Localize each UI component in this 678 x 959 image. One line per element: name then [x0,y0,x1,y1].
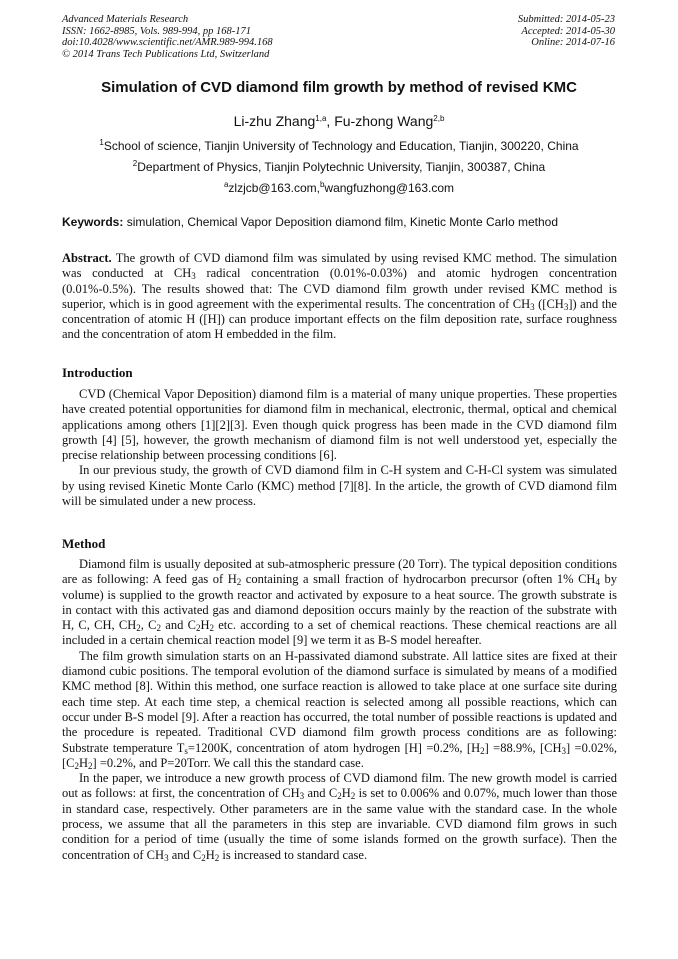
publication-dates [355,14,615,49]
subscript: 2 [214,852,220,863]
method-text: In the paper, we introduce a new growth process of CVD diamond film. The new growth model is carried out as follows: at first, the concentration of CH [62,771,617,801]
method-text: H [79,755,89,770]
method-text: is increased to standard case. [219,847,368,862]
keywords-label: Keywords: [62,215,124,229]
subscript: 3 [191,271,196,282]
affiliation-1-marker: 1 [99,138,104,147]
subscript: 2 [136,623,141,634]
introduction-paragraph-2: In our previous study, the growth of CVD diamond film in C-H system and C-H-Cl system was simulated by using revised Kinetic Monte Carlo (KMC) method [7][8]. In the article, the growth of CVD diamond film will be simulated under a new process. [62,463,617,509]
subscript: 3 [563,301,569,312]
author-2-marker: 2,b [433,114,445,123]
abstract-text: ([CH [534,296,564,311]
subscript: 2 [350,791,356,802]
abstract-paragraph [62,251,617,343]
introduction-section [62,387,617,509]
author-line [40,113,638,130]
subscript: 3 [530,301,535,312]
method-section [62,557,617,863]
paper-title: Simulation of CVD diamond film growth by method of revised KMC [101,79,577,96]
method-text: ] =88.9%, [CH [484,740,562,755]
subscript: 2 [480,745,485,756]
subscript: 2 [337,791,342,802]
online-date: Online: 2014-07-16 [531,37,615,49]
subscript: 2 [236,577,242,588]
subscript: 2 [209,623,214,634]
abstract-label: Abstract. [62,251,112,265]
journal-copyright: © 2014 Trans Tech Publications Ltd, Switzerland [62,48,270,60]
method-text: The film growth simulation starts on an H-passivated diamond substrate. All lattice sites are fixed at their diamond cubic positions. The temporal evolution of the diamond surface is simulated by means of a modified KMC method [8]. Within this method, one surface reaction is allowed to take place at one surface site during each time step. At each time step, a chemical reaction is selected among all possible reactions, which can occur under B-S model [9]. After a reaction has occurred, the total number of possible reactions is updated and the procedure is repeated. Traditional CVD diamond film growth process conditions are as following: Substrate temperature T [62,648,617,755]
journal-issn: ISSN: 1662-8985, Vols. 989-994, pp 168-171 [62,25,251,37]
email-a-marker: a [223,180,229,189]
affiliation-2 [40,160,638,175]
method-text: and C [304,786,338,801]
subscript: 3 [561,745,567,756]
author-1: Li-zhu Zhang [233,113,316,129]
method-text: by volume) is supplied to the growth reactor and activated by exposure to a heat source. The growth substrate is in contact with this activated gas and diamond deposition occurs mainly by the reaction of the substrate with H, C, CH, CH [62,572,617,633]
journal-doi: doi:10.4028/www.scientific.net/AMR.989-994.168 [62,37,273,49]
keywords-text: simulation, Chemical Vapor Deposition diamond film, Kinetic Monte Carlo method [123,215,559,229]
keywords [62,215,617,230]
author-separator: , [326,113,335,129]
subscript: 2 [195,623,201,634]
abstract-text: The growth of CVD diamond film was simulated by using revised KMC method. The simulation was conducted at CH [62,251,617,281]
journal-info [62,14,392,60]
method-heading: Method [62,536,106,551]
introduction-heading: Introduction [62,365,133,380]
method-text: etc. according to a set of chemical reactions. These chemical reactions are all included in a certain chemical reaction model [9] we term it as B-S model hereafter. [62,618,617,648]
submitted-date: Submitted: 2014-05-23 [517,14,615,25]
author-2: Fu-zhong Wang [334,113,434,129]
subscript: 3 [164,852,169,863]
subscript: 2 [88,760,93,771]
email-a: zlzjcb@163.com, [228,181,320,195]
method-paragraph-3 [62,771,617,863]
email-b-marker: b [319,180,325,189]
affiliation-1 [40,139,638,154]
method-paragraph-1 [62,557,617,649]
subscript: s [184,745,188,756]
author-emails [40,181,638,196]
affiliation-2-marker: 2 [132,159,138,168]
method-text: containing a small fraction of hydrocarbon precursor (often 1% CH [241,572,596,587]
subscript: 2 [74,760,79,771]
method-text: =1200K, concentration of atom hydrogen [H] =0.2%, [H [187,740,481,755]
method-text: Diamond film is usually deposited at sub-atmospheric pressure (20 Torr). The typical deposition conditions are as following: A feed gas of H [62,557,617,587]
affiliation-1-text: School of science, Tianjin University of Technology and Education, Tianjin, 300220, China [103,139,579,153]
introduction-paragraph-1: CVD (Chemical Vapor Deposition) diamond film is a material of many unique properties. These properties have created potential opportunities for diamond film in mechanical, electronic, thermal, optical and chemical applications among others [1][2][3]. Even though quick progress has been made in the CVD diamond film growth [4] [5], however, the growth mechanism of diamond film is not well understood yet, especially the precise relationship between processing conditions [6]. [62,387,617,463]
method-text: and C [168,847,202,862]
affiliation-2-text: Department of Physics, Tianjin Polytechnic University, Tianjin, 300387, China [137,160,546,174]
abstract-text: radical concentration (0.01%-0.03%) and atomic hydrogen concentration (0.01%-0.5%). The results showed that: The CVD diamond film growth under revised KMC method is superior, which is in good agreement with the experimental results. The concentration of CH [62,266,617,311]
method-text: ] =0.2%, and P=20Torr. We call this the standard case. [92,755,364,770]
subscript: 3 [299,791,305,802]
abstract-text: ]) and the concentration of atomic H ([H]) can produce important effects on the film deposition rate, surface roughness and the concentration of atom H embedded in the film. [62,296,617,342]
method-text: , C [140,618,157,633]
method-text: ] =0.02%, [C [62,740,618,770]
method-text: H [205,847,215,862]
author-1-marker: 1,a [315,114,327,123]
subscript: 2 [201,852,206,863]
method-paragraph-2 [62,649,617,771]
subscript: 2 [156,623,162,634]
method-text: is set to 0.006% and 0.07%, much lower than those in standard case, respectively. Other parameters are in the same value with the standard case. In the whole process, we assume that all the parameters in this step are invariable. CVD diamond film grows in such condition for a period of time (usually the time of some islands formed on the growth surface). Then the concentration of CH [62,786,617,862]
method-text: H [341,786,351,801]
abstract [62,251,617,343]
method-text: H [200,618,210,633]
journal-name: Advanced Materials Research [62,14,189,25]
accepted-date: Accepted: 2014-05-30 [521,25,615,37]
subscript: 4 [595,577,600,588]
email-b: wangfuzhong@163.com [324,181,455,195]
method-text: and C [161,618,196,633]
